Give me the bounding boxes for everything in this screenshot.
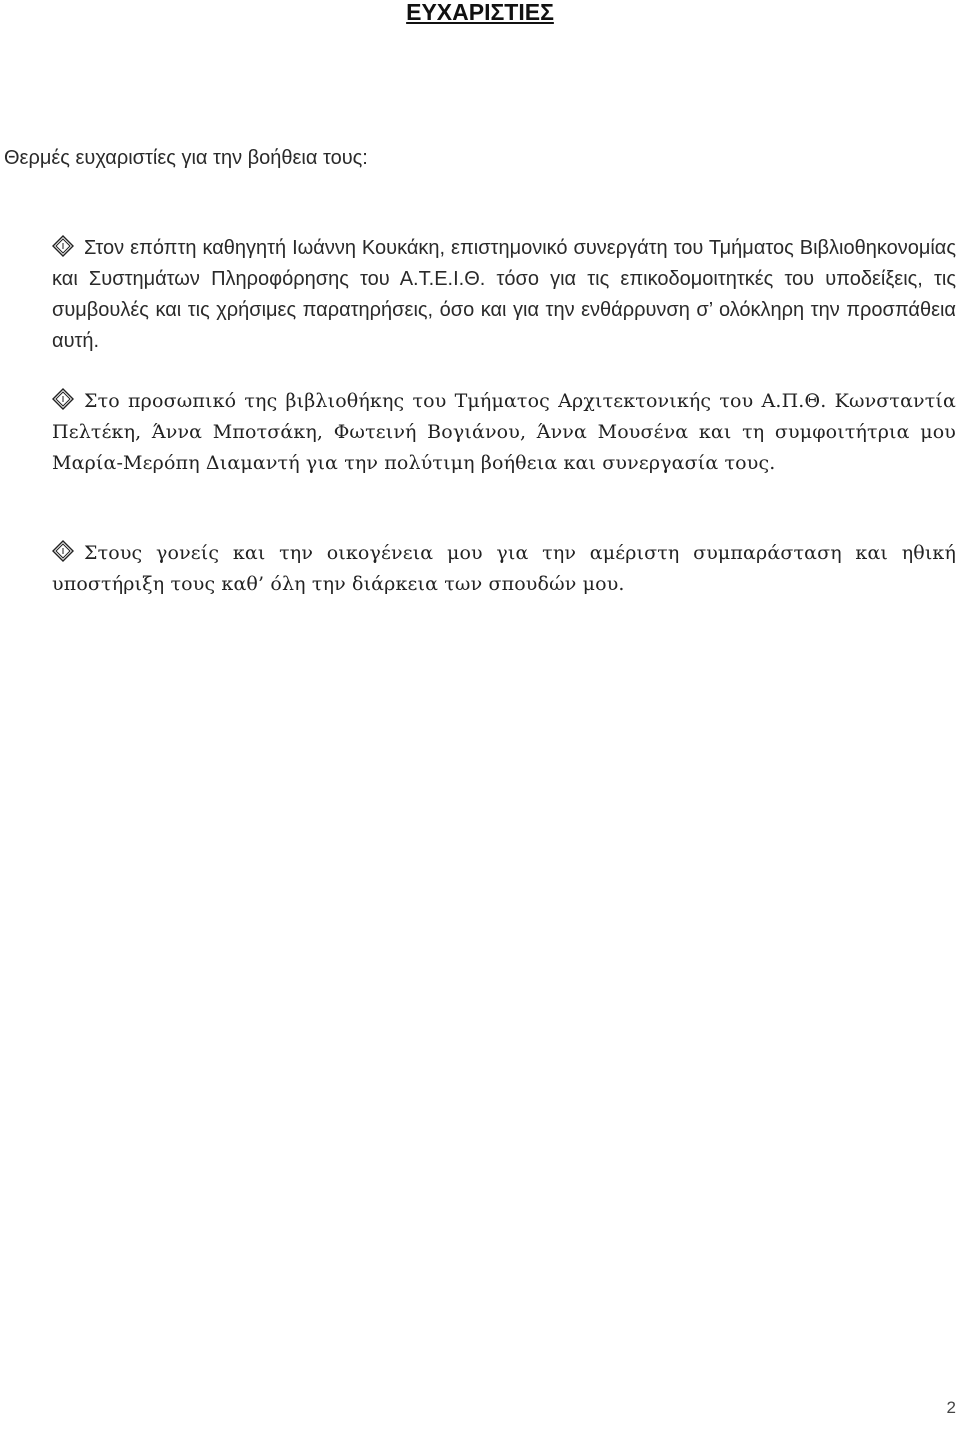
- acknowledgement-item: [52, 233, 956, 357]
- acknowledgement-item: [52, 386, 956, 479]
- acknowledgement-item: [52, 538, 956, 600]
- page-number: 2: [946, 1398, 956, 1417]
- diamond-bullet-icon: [52, 540, 74, 562]
- diamond-bullet-icon: [52, 388, 74, 410]
- acknowledgement-text: Στους γονείς και την οικογένεια μου για την αμέριστη συμπαράσταση και ηθική υποστήριξη τους καθ’ όλη την διάρκεια των σπουδών μου.: [52, 542, 956, 595]
- acknowledgement-text: Στον επόπτη καθηγητή Ιωάννη Κουκάκη, επιστημονικό συνεργάτη του Τμήματος Βιβλιοθηκονομίας και Συστημάτων Πληροφόρησης του Α.Τ.Ε.Ι.Θ. τόσο για τις επικοδομοιτητκές του υποδείξεις, τις συμβουλές και τις χρήσιμες παρατηρήσεις, όσο και για την ενθάρρυνση σ’ ολόκληρη την προσπάθεια αυτή.: [52, 237, 956, 352]
- intro-text: Θερμές ευχαριστίες για την βοήθεια τους:: [4, 147, 368, 169]
- page-title: ΕΥΧΑΡΙΣΤΙΕΣ: [406, 0, 554, 25]
- diamond-bullet-icon: [52, 235, 74, 257]
- acknowledgement-text: Στο προσωπικό της βιβλιοθήκης του Τμήματος Αρχιτεκτονικής του Α.Π.Θ. Κωνσταντία Πελτέκη, Άννα Μποτσάκη, Φωτεινή Βογιάνου, Άννα Μουσένα και τη συμφοιτήτρια μου Μαρία-Μερόπη Διαμαντή για την πολύτιμη βοήθεια και συνεργασία τους.: [52, 390, 956, 474]
